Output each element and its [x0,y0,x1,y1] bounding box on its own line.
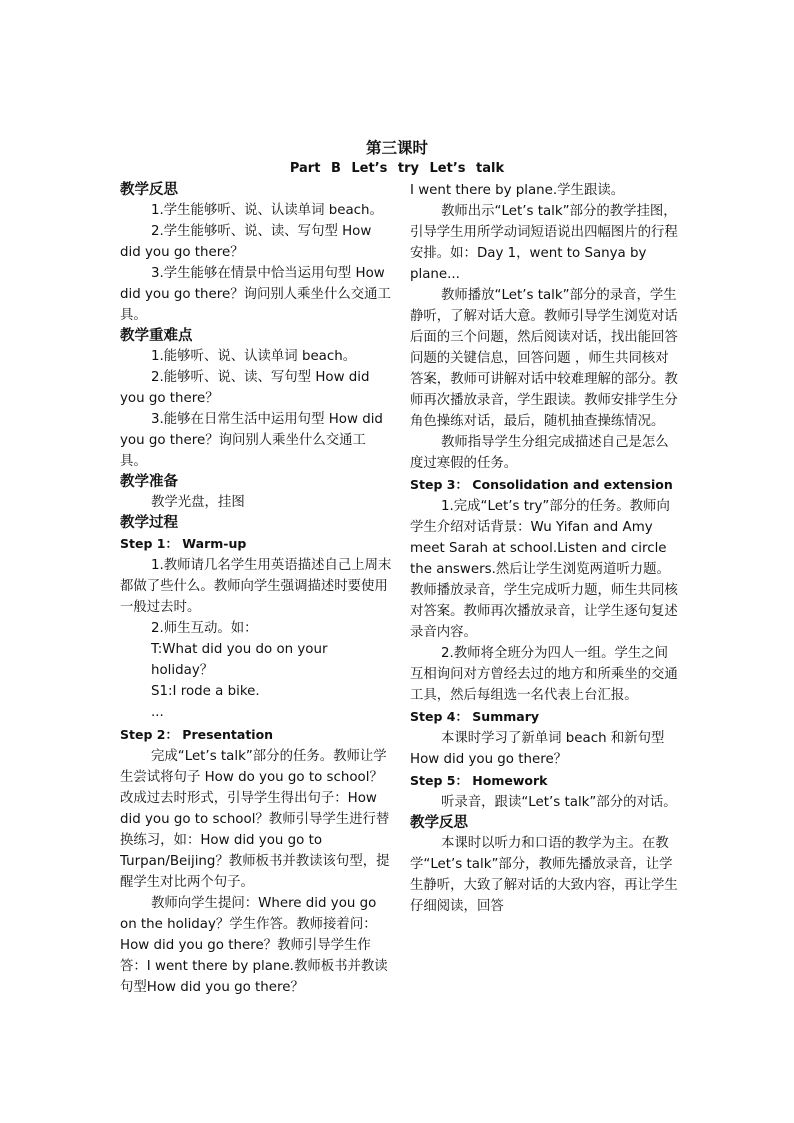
paragraph: 本课时以听力和口语的教学为主。在教学“Let’s talk”部分，教师先播放录音，让学生静听，大致了解对话的大致内容，再让学生仔细阅读，回答 [410,836,678,914]
paragraph: 2.教师将全班分为四人一组。学生之间互相询问对方曾经去过的地方和所乘坐的交通工具，然后每组选一名代表上台汇报。 [410,646,678,703]
lesson-subtitle: Part B Let’s try Let’s talk [289,161,505,176]
step-heading: Step 4： Summary [410,709,540,724]
section-heading: 教学重难点 [120,327,193,344]
section-heading: 教学准备 [120,473,178,490]
paragraph: 本课时学习了新单词 beach 和新句型 How did you go there？ [410,731,665,767]
paragraph: 2.师生互动。如： [151,621,258,636]
paragraph: 3.学生能够在情景中恰当运用句型 How did you go there？询问别人乘坐什么交通工具。 [120,266,391,323]
section-heading: 教学反思 [120,181,178,198]
paragraph: 教师指导学生分组完成描述自己是怎么度过寒假的任务。 [410,435,669,471]
paragraph: ... [151,705,164,720]
paragraph: 1.完成“Let’s try”部分的任务。教师向学生介绍对话背景：Wu Yifan and Amy meet Sarah at school.Listen and circle the answers.然后让学生浏览两道听力题。教师播放录音，学生完成听力题，师生共同核对答案。教师再次播放录音，让学生逐句复述录音内容。 [410,499,678,640]
paragraph: 听录音，跟读“Let’s talk”部分的对话。 [441,795,677,810]
paragraph: 2.学生能够听、说、读、写句型 How did you go there？ [120,224,372,260]
paragraph: 2.能够听、说、读、写句型 How did you go there？ [120,370,370,406]
section-heading: 教学过程 [120,514,178,531]
paragraph: 教师出示“Let’s talk”部分的教学挂图，引导学生用所学动词短语说出四幅图片的行程安排。如：Day 1，went to Sanya by plane... [410,204,678,282]
paragraph: 教学光盘，挂图 [151,495,245,510]
paragraph: 1.学生能够听、说、认读单词 beach。 [151,203,383,218]
left-column [120,180,392,998]
step-heading: Step 3： Consolidation and extension [410,477,673,492]
paragraph: 1.能够听、说、认读单词 beach。 [151,349,357,364]
section-heading: 教学反思 [410,814,468,831]
step-heading: Step 5： Homework [410,773,548,788]
step-heading: Step 2： Presentation [120,727,274,742]
paragraph: I went there by plane.学生跟读。 [410,183,625,198]
paragraph: S1:I rode a bike. [151,684,260,699]
paragraph: 教师向学生提问：Where did you go on the holiday？学生作答。教师接着问：How did you go there？教师引导学生作答：I went there by plane.教师板书并教读句型How did you go there？ [120,896,388,995]
paragraph: 完成“Let’s talk”部分的任务。教师让学生尝试将句子 How do you go to school？改成过去时形式，引导学生得出句子：How did you go to school？教师引导学生进行替换练习，如：How did you go to Turpan/Beijing？教师板书并教读该句型，提醒学生对比两个句子。 [120,749,390,890]
paragraph: 教师播放“Let’s talk”部分的录音，学生静听，了解对话大意。教师引导学生浏览对话后面的三个问题，然后阅读对话，找出能回答问题的关键信息，回答问题 ，师生共同核对答案，教师可讲解对话中较难理解的部分。教师再次播放录音，学生跟读。教师安排学生分角色操练对话，最后，随机抽查操练情况。 [410,288,678,429]
step-heading: Step 1： Warm-up [120,536,247,551]
paragraph: T:What did you do on your holiday？ [151,642,328,678]
paragraph: 3.能够在日常生活中运用句型 How did you go there？询问别人乘坐什么交通工具。 [120,412,383,469]
paragraph: 1.教师请几名学生用英语描述自己上周末都做了些什么。教师向学生强调描述时要使用一般过去时。 [120,558,392,615]
right-column [410,180,678,917]
lesson-title: 第三课时 [365,138,428,157]
